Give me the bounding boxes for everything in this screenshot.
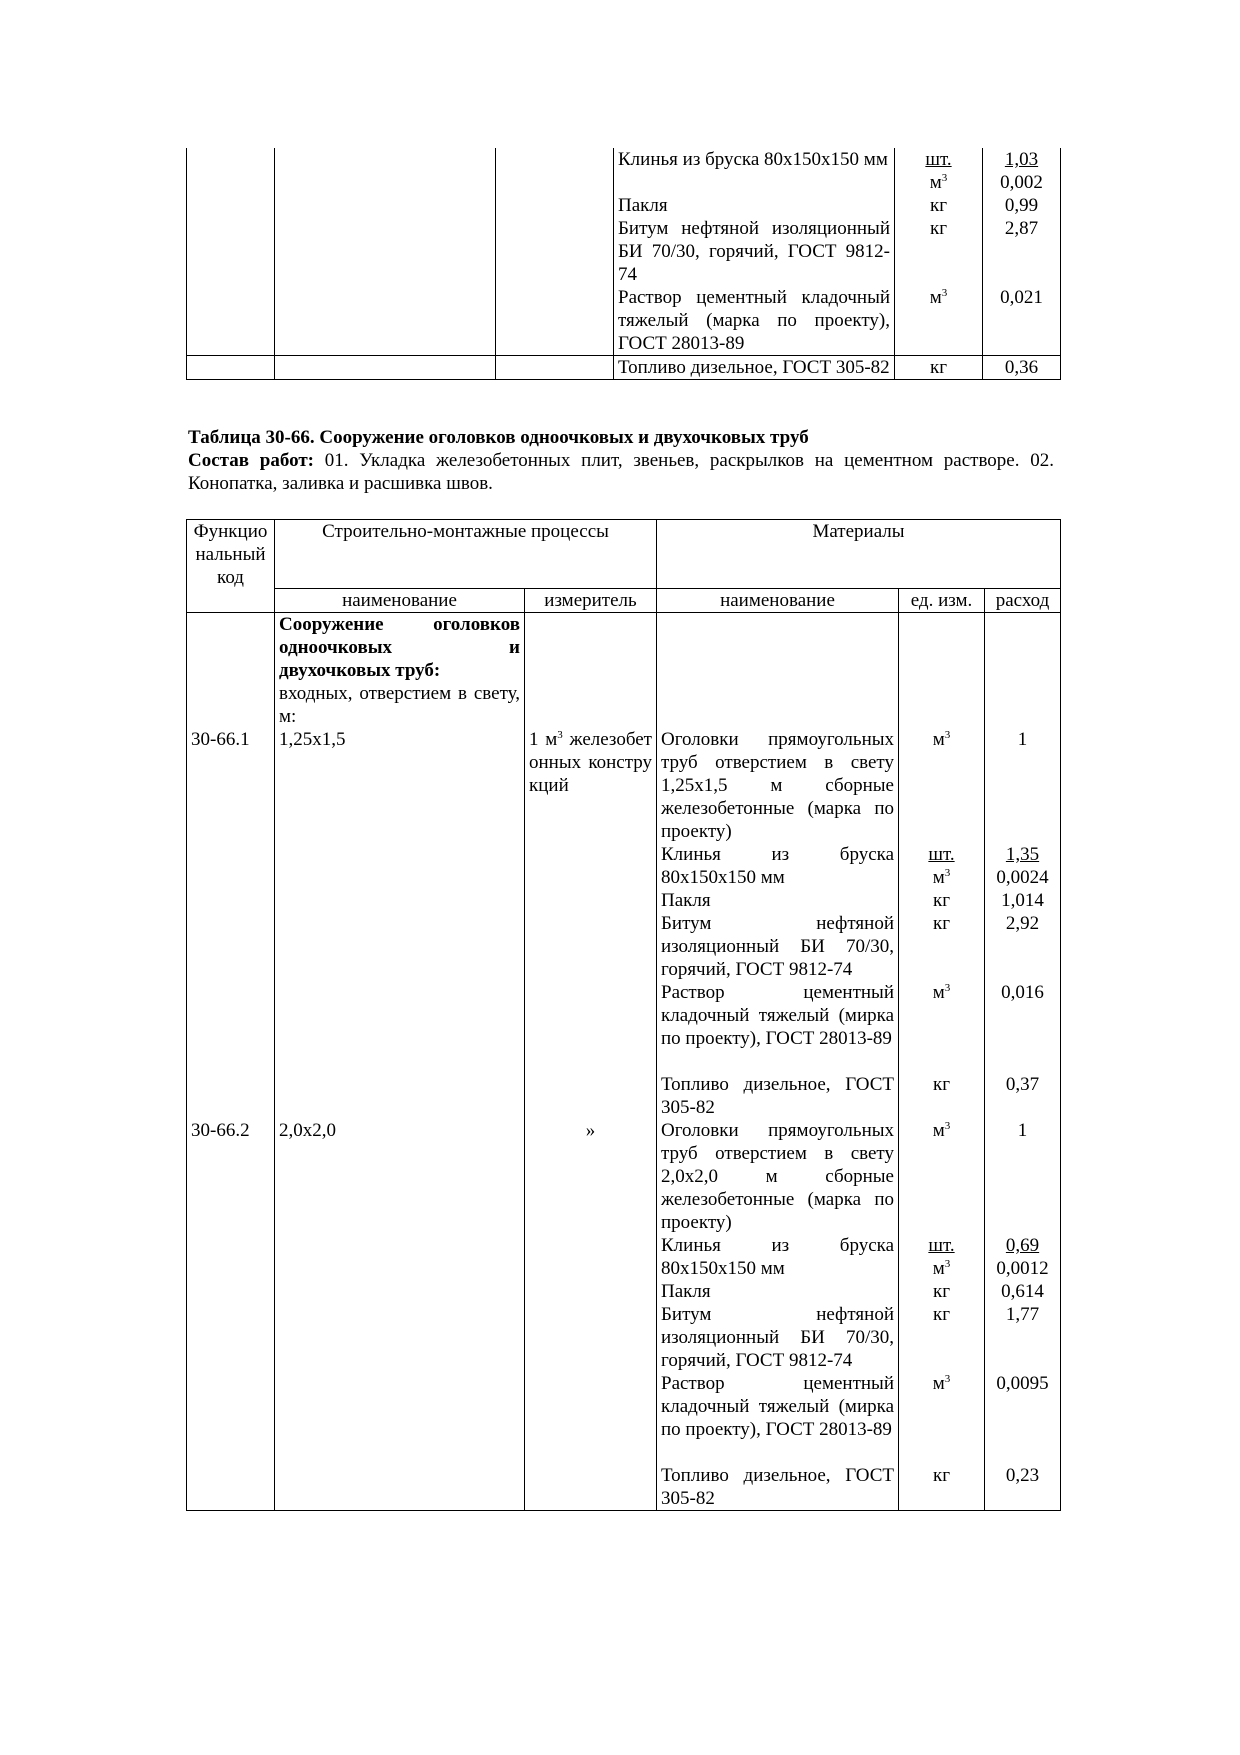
material-rate: 0,0095: [996, 1373, 1049, 1394]
material-rate: 0,37: [1005, 1074, 1040, 1095]
spacer: [529, 613, 652, 728]
col-meters: [525, 613, 657, 1511]
item-meter: »: [585, 1120, 596, 1141]
empty-cell: [187, 217, 275, 286]
header-materials: Материалы: [657, 520, 1061, 589]
empty-cell: [496, 217, 614, 286]
unit-text: кг: [929, 195, 948, 216]
table-caption: [188, 426, 1054, 495]
material-name: Пакля: [661, 890, 711, 911]
material-unit: [903, 1073, 980, 1119]
header-mat-name: наименование: [657, 589, 899, 613]
material-unit: [903, 1372, 980, 1464]
material-unit: [903, 1280, 980, 1303]
table-row: [187, 217, 1061, 286]
empty-cell: [187, 356, 275, 380]
unit-text: $м^3$: [932, 1120, 951, 1141]
empty-cell: [496, 286, 614, 356]
empty-cell: [275, 286, 496, 356]
unit-text: $м^3$: [932, 1258, 951, 1279]
unit-text: кг: [932, 1281, 951, 1302]
material-name: Оголовки прямоугольных труб отверстием в свету 1,25х1,5 м сборные железобетонные (марка по проекту): [661, 729, 894, 842]
col-mat-rates: [985, 613, 1061, 1511]
header-proc-meter: измеритель: [525, 589, 657, 613]
unit-text: $м^3$: [932, 1373, 951, 1394]
table-row: [187, 356, 1061, 380]
material-name: Раствор цементный кладочный тяжелый (марка по проекту), ГОСТ 28013-89: [614, 286, 895, 356]
spacer: [191, 613, 270, 728]
table-row: [187, 148, 1061, 194]
unit-text: шт.: [928, 844, 955, 865]
material-name: Раствор цементный кладочный тяжелый (мирка по проекту), ГОСТ 28013-89: [661, 1373, 894, 1440]
empty-cell: [187, 148, 275, 194]
empty-cell: [496, 194, 614, 217]
material-name: Раствор цементный кладочный тяжелый (мирка по проекту), ГОСТ 28013-89: [661, 982, 894, 1049]
material-unit: [895, 148, 983, 194]
material-name: Топливо дизельное, ГОСТ 305-82: [614, 356, 895, 380]
material-unit: [903, 1303, 980, 1372]
material-name: Оголовки прямоугольных труб отверстием в свету 2,0х2,0 м сборные железобетонные (марка по проекту): [661, 1120, 894, 1233]
spacer: [903, 613, 980, 728]
item-size: 2,0х2,0: [279, 1120, 336, 1141]
col-proc-names: [275, 613, 525, 1511]
empty-cell: [275, 217, 496, 286]
material-rate: 1,03 0,002: [983, 148, 1061, 194]
material-unit: [903, 1119, 980, 1234]
material-unit: [895, 217, 983, 286]
col-codes: [187, 613, 275, 1511]
material-name: Битум нефтяной изоляционный БИ 70/30, горячий, ГОСТ 9812-74: [661, 1304, 894, 1371]
material-rate: 0,016: [1001, 982, 1044, 1003]
item-size: 1,25х1,5: [279, 729, 346, 750]
material-name: Клинья из бруска 80х150х150 мм: [661, 844, 894, 888]
material-unit: [895, 356, 983, 380]
unit-text: $м^3$: [932, 867, 951, 888]
col-mat-names: [657, 613, 899, 1511]
unit-text: кг: [929, 218, 948, 239]
unit-text: кг: [932, 1074, 951, 1095]
item-code: 30-66.2: [191, 1120, 250, 1141]
material-rate: 1,014: [1001, 890, 1044, 911]
header-mat-rate: расход: [985, 589, 1061, 613]
empty-cell: [275, 148, 496, 194]
item-meter: 1 $м^3$ железобетонных конструкций: [529, 729, 652, 796]
group-heading: [279, 613, 520, 728]
header-processes: Строительно-монтажные процессы: [275, 520, 657, 589]
material-rate: 0,021: [983, 286, 1061, 356]
header-mat-unit: ед. изм.: [899, 589, 985, 613]
unit-text: кг: [932, 1304, 951, 1325]
material-rate: 0,99: [983, 194, 1061, 217]
composition-text: 01. Укладка железобетонных плит, звеньев, раскрылков на цементном растворе. 02. Конопатка, заливка и расшивка швов.: [188, 450, 1054, 494]
item-code: 30-66.1: [191, 729, 250, 750]
col-mat-units: [899, 613, 985, 1511]
empty-cell: [275, 356, 496, 380]
header-code: Функцио нальный код: [187, 520, 275, 613]
material-name: Топливо дизельное, ГОСТ 305-82: [661, 1465, 894, 1509]
unit-text: $м^3$: [932, 982, 951, 1003]
table-row: [187, 194, 1061, 217]
material-name: Битум нефтяной изоляционный БИ 70/30, горячий, ГОСТ 9812-74: [614, 217, 895, 286]
material-unit: [895, 194, 983, 217]
unit-text: $м^3$: [929, 287, 948, 308]
material-unit: [895, 286, 983, 356]
unit-text: кг: [929, 357, 948, 378]
material-unit: [903, 843, 980, 889]
material-rate: 0,23: [1005, 1465, 1040, 1486]
material-name: Битум нефтяной изоляционный БИ 70/30, горячий, ГОСТ 9812-74: [661, 913, 894, 980]
empty-cell: [496, 356, 614, 380]
material-rate: 1,77: [1005, 1304, 1040, 1325]
spacer: [989, 613, 1056, 728]
table-title: Таблица 30-66. Сооружение оголовков одноочковых и двухочковых труб: [188, 427, 809, 448]
material-rate: 1,35 0,0024: [996, 844, 1049, 888]
work-composition: [188, 449, 1054, 495]
group-subtitle: входных, отверстием в свету, м:: [279, 683, 520, 727]
material-rate: 2,92: [1005, 913, 1040, 934]
material-name: Пакля: [614, 194, 895, 217]
empty-cell: [187, 286, 275, 356]
empty-cell: [275, 194, 496, 217]
spacer: [661, 613, 894, 728]
material-unit: [903, 912, 980, 981]
main-table: [186, 519, 1061, 1511]
material-unit: [903, 728, 980, 843]
unit-text: шт.: [925, 149, 952, 170]
material-rate: 0,614: [1001, 1281, 1044, 1302]
unit-text: шт.: [928, 1235, 955, 1256]
composition-label: Состав работ:: [188, 450, 314, 471]
material-rate: 1: [1017, 1120, 1028, 1141]
table-row: [187, 286, 1061, 356]
material-rate: 1: [1017, 729, 1028, 750]
material-name: Топливо дизельное, ГОСТ 305-82: [661, 1074, 894, 1118]
material-unit: [903, 889, 980, 912]
unit-text: кг: [932, 890, 951, 911]
unit-text: $м^3$: [929, 172, 948, 193]
unit-text: кг: [932, 1465, 951, 1486]
continuation-table: [186, 148, 1061, 380]
material-unit: [903, 1464, 980, 1510]
empty-cell: [187, 194, 275, 217]
material-name: Пакля: [661, 1281, 711, 1302]
material-unit: [903, 1234, 980, 1280]
material-rate: 0,69 0,0012: [996, 1235, 1049, 1279]
empty-cell: [496, 148, 614, 194]
unit-text: $м^3$: [932, 729, 951, 750]
group-title: Сооружение оголовков одноочковых и двухочковых труб:: [279, 614, 520, 681]
material-rate: 0,36: [983, 356, 1061, 380]
unit-text: кг: [932, 913, 951, 934]
material-rate: 2,87: [983, 217, 1061, 286]
material-name: Клинья из бруска 80х150х150 мм: [661, 1235, 894, 1279]
header-proc-name: наименование: [275, 589, 525, 613]
material-unit: [903, 981, 980, 1073]
material-name: Клинья из бруска 80х150х150 мм: [614, 148, 895, 194]
